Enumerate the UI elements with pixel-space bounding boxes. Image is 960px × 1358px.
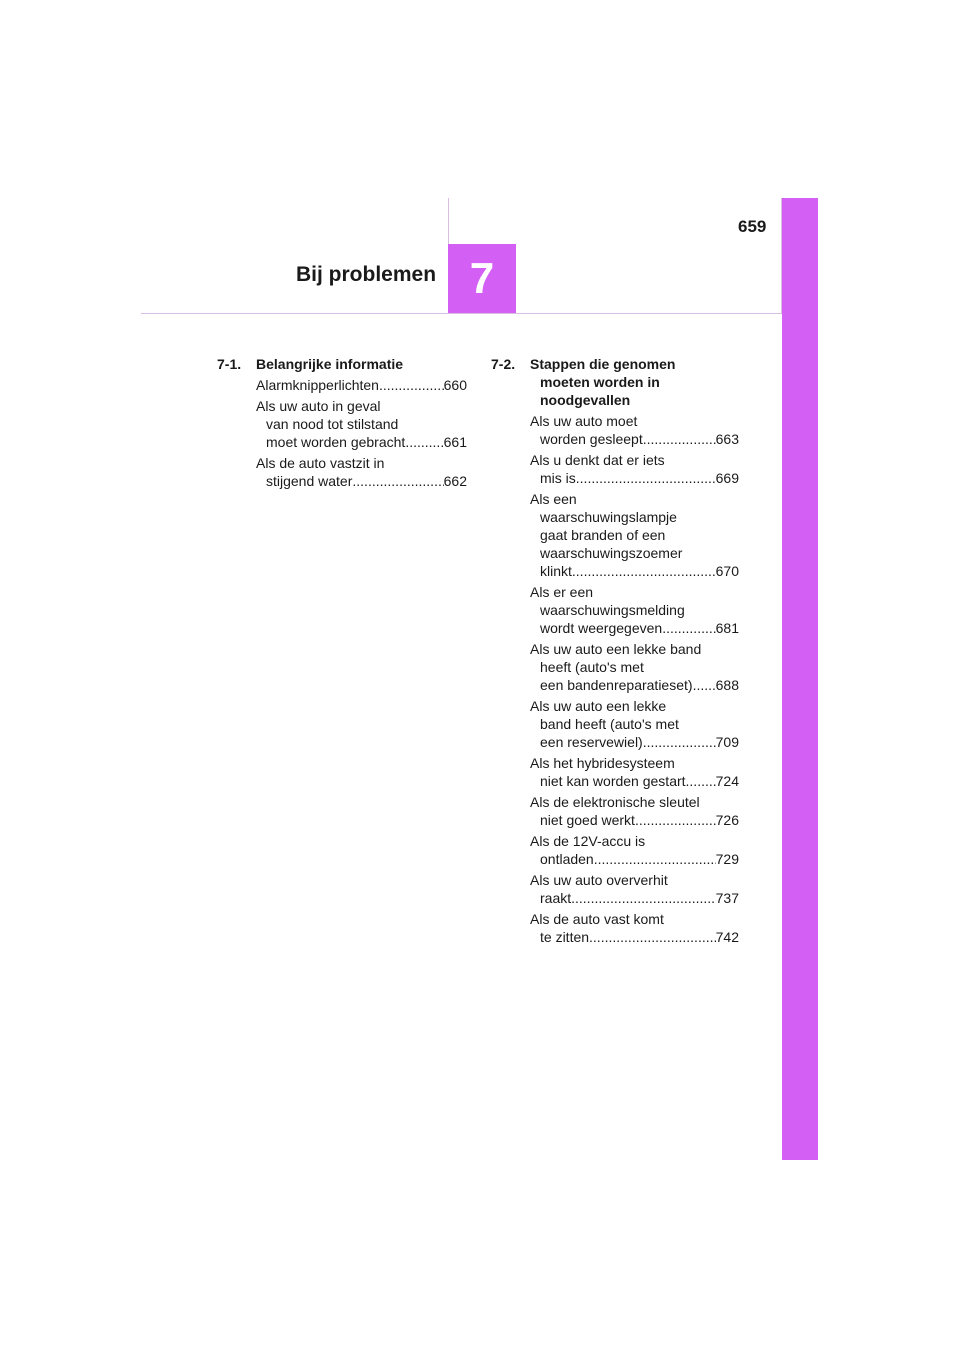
leader-dots — [686, 772, 716, 790]
entry-text: niet kan worden gestart — [540, 773, 686, 789]
leader-dots — [589, 928, 716, 946]
entry-page: 688 — [715, 677, 739, 693]
toc-section-7-1 — [217, 355, 467, 490]
chapter-number: 7 — [469, 253, 495, 303]
chapter-number-tab — [448, 244, 516, 313]
entry-text: een reservewiel) — [540, 734, 643, 750]
entry-text: wordt weergegeven — [540, 620, 663, 636]
entry-text: Als een — [530, 491, 577, 507]
entry-text: niet goed werkt — [540, 812, 635, 828]
leader-dots — [594, 850, 716, 868]
leader-dots — [352, 472, 443, 490]
toc-entry[interactable] — [530, 412, 739, 448]
entry-text: Als uw auto oververhit — [530, 872, 668, 888]
chapter-side-bar — [782, 198, 818, 1160]
entry-text: Als de auto vastzit in — [256, 455, 385, 471]
entry-text: Als er een — [530, 584, 594, 600]
toc-entry[interactable] — [530, 871, 739, 907]
entry-page: 669 — [715, 470, 739, 486]
header-rule — [141, 313, 782, 314]
toc-entry[interactable] — [530, 754, 739, 790]
header-divider-left — [448, 198, 449, 244]
entry-page: 670 — [715, 563, 739, 579]
entry-page: 742 — [715, 929, 739, 945]
entry-page: 660 — [443, 377, 467, 393]
toc-entry[interactable] — [530, 910, 739, 946]
entry-page: 737 — [715, 890, 739, 906]
leader-dots — [571, 889, 716, 907]
entry-text: van nood tot stilstand — [266, 416, 399, 432]
leader-dots — [576, 469, 716, 487]
section-number: 7-1. — [217, 356, 242, 372]
leader-dots — [693, 676, 716, 694]
section-heading — [491, 355, 739, 409]
entry-text: Als u denkt dat er iets — [530, 452, 665, 468]
entry-text: Als uw auto een lekke band — [530, 641, 702, 657]
section-number: 7-2. — [491, 356, 516, 372]
entry-page: 681 — [715, 620, 739, 636]
section-title-line: moeten worden in — [540, 374, 660, 390]
entry-text: mis is — [540, 470, 576, 486]
entry-text: moet worden gebracht — [266, 434, 406, 450]
entry-text: Als uw auto in geval — [256, 398, 381, 414]
entry-page: 729 — [715, 851, 739, 867]
toc-entry[interactable] — [530, 451, 739, 487]
entry-text: Als de auto vast komt — [530, 911, 664, 927]
entry-text: waarschuwingsmelding — [540, 602, 685, 618]
entry-text: te zitten — [540, 929, 590, 945]
leader-dots — [379, 376, 444, 394]
toc-entry[interactable] — [530, 832, 739, 868]
entry-text: klinkt — [540, 563, 572, 579]
section-title-line: Belangrijke informatie — [256, 356, 404, 372]
section-heading — [217, 355, 467, 373]
entry-text: waarschuwingszoemer — [540, 545, 683, 561]
entry-text: een bandenreparatieset) — [540, 677, 693, 693]
entry-page: 709 — [715, 734, 739, 750]
entry-text: gaat branden of een — [540, 527, 666, 543]
toc-entry[interactable] — [530, 697, 739, 751]
entry-text: band heeft (auto's met — [540, 716, 679, 732]
toc-entry[interactable] — [530, 793, 739, 829]
entry-page: 662 — [443, 473, 467, 489]
entry-text: Als het hybridesysteem — [530, 755, 675, 771]
toc-entry[interactable] — [256, 454, 467, 490]
toc-entry[interactable] — [530, 490, 739, 580]
toc-section-7-2 — [491, 355, 739, 946]
section-title-line: Stappen die genomen — [530, 356, 676, 372]
toc-entry[interactable] — [530, 583, 739, 637]
leader-dots — [662, 619, 715, 637]
page-number: 659 — [738, 217, 767, 236]
entry-page: 726 — [715, 812, 739, 828]
section-title-line: noodgevallen — [540, 392, 631, 408]
entry-text: heeft (auto's met — [540, 659, 644, 675]
leader-dots — [572, 562, 716, 580]
toc-entry[interactable] — [530, 640, 739, 694]
entry-text: Alarmknipperlichten — [256, 377, 379, 393]
toc-entry[interactable] — [256, 397, 467, 451]
entry-text: stijgend water — [266, 473, 353, 489]
leader-dots — [643, 430, 716, 448]
leader-dots — [635, 811, 716, 829]
leader-dots — [643, 733, 716, 751]
entry-text: Als de elektronische sleutel — [530, 794, 700, 810]
leader-dots — [405, 433, 443, 451]
entry-text: worden gesleept — [540, 431, 643, 447]
entry-text: Als uw auto moet — [530, 413, 638, 429]
entry-text: Als uw auto een lekke — [530, 698, 667, 714]
toc-entry[interactable] — [256, 376, 467, 394]
entry-text: ontladen — [540, 851, 594, 867]
chapter-title: Bij problemen — [296, 263, 437, 286]
entry-text: Als de 12V-accu is — [530, 833, 646, 849]
entry-text: waarschuwingslampje — [540, 509, 677, 525]
entry-page: 724 — [715, 773, 739, 789]
entry-page: 661 — [443, 434, 467, 450]
entry-text: raakt — [540, 890, 572, 906]
entry-page: 663 — [715, 431, 739, 447]
